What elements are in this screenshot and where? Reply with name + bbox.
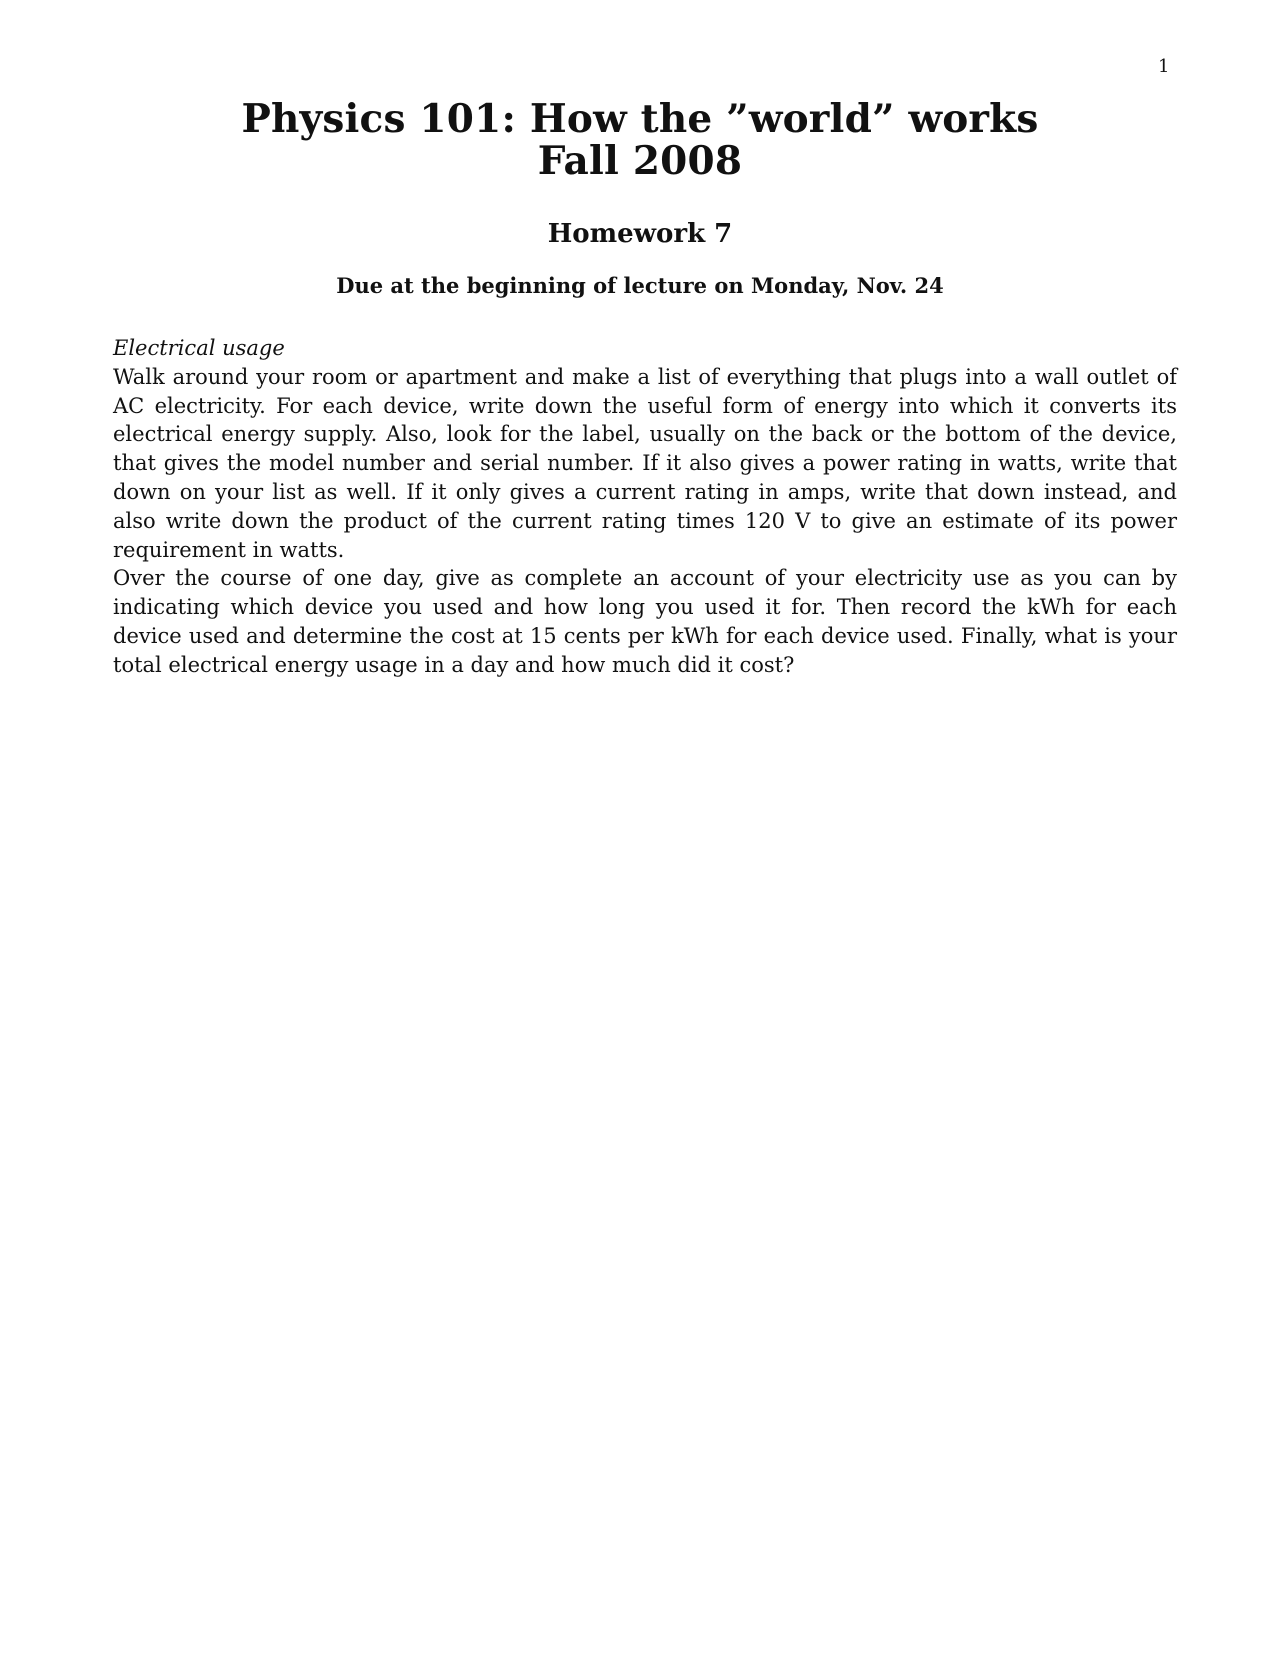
title-term: Fall 2008 [537, 138, 743, 184]
paragraph: Walk around your room or apartment and make a list of everything that plugs into a wall outlet of AC electricity. For each device, write down the useful form of energy into which it converts its electrical energy supply. Also, look for the label, usually on the back or the bottom of the device, that gives the model number and serial number. If it also gives a power rating in watts, write that down on your list as well. If it only gives a current rating in amps, write that down instead, and also write down the product of the current rating times 120 V to give an estimate of its power requirement in watts. [113, 364, 1177, 562]
page-number: 1 [1158, 56, 1170, 77]
due-date: Due at the beginning of lecture on Monday, Nov. 24 [336, 273, 944, 298]
homework-heading: Homework 7 [547, 219, 733, 249]
section-title: Electrical usage [113, 336, 285, 360]
paragraph: Over the course of one day, give as complete an account of your electricity use as you can by indicating which device you used and how long you used it for. Then record the kWh for each device used and determine the cost at 15 cents per kWh for each device used. Finally, what is your total electrical energy usage in a day and how much did it cost? [113, 566, 1177, 677]
assignment-body [113, 334, 1177, 680]
title-course: Physics 101: How the ”world” works [241, 96, 1039, 142]
document-title [0, 98, 1280, 182]
